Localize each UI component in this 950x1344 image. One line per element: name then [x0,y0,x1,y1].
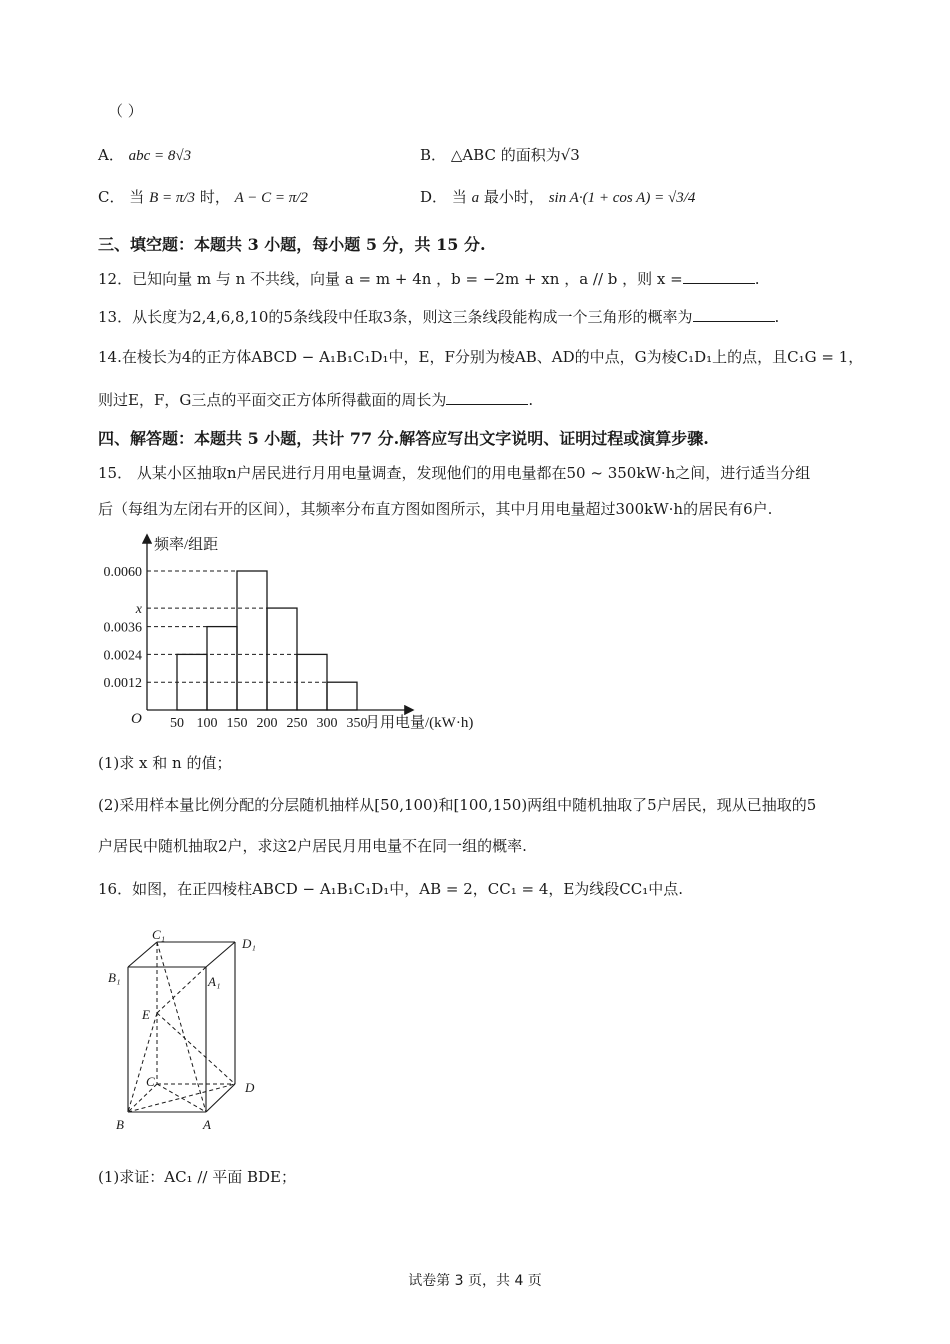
q12-text: 12．已知向量 m 与 n 不共线，向量 a = m + 4n ，b = −2m + xn ，a // b ，则 x = [98,270,683,288]
option-c-cond1: B = π/3 [149,190,196,206]
q14-line2-text: 则过E，F，G三点的平面交正方体所得截面的周长为 [98,391,447,409]
question-15-line1: 15． 从某小区抽取n户居民进行月用电量调查，发现他们的用电量都在50 ~ 350kW·h之间，进行适当分组 [98,464,811,482]
vertex-b-label: B [116,1117,124,1132]
x-tick-label: 100 [196,716,218,731]
q11-answer-paren: （ ） [108,102,143,120]
section-3-heading: 三、填空题：本题共 3 小题，每小题 5 分，共 15 分. [98,235,486,254]
option-c-label: C． [98,188,125,206]
x-tick-label: 50 [170,716,184,731]
q12-answer-blank [683,269,755,284]
y-tick-label: 0.0060 [103,565,142,580]
histogram-bar [207,627,237,710]
histogram-bar [267,608,297,710]
q11-option-b [420,144,580,165]
prism-figure [100,920,280,1140]
option-a-expr: abc = 8√3 [128,148,192,164]
q14-answer-blank [446,390,528,405]
y-tick-label: x [135,602,142,618]
q15-part-2-line1: (2)采用样本量比例分配的分层随机抽样从[50,100)和[100,150)两组中随机抽取了5户居民，现从已抽取的5 [98,796,817,814]
page-footer: 试卷第 3 页，共 4 页 [408,1273,542,1289]
option-d-expr: sin A·(1 + cos A) = √3/4 [548,190,696,206]
option-c-cond2: A − C = π/2 [234,190,308,206]
x-tick-label: 200 [256,716,278,731]
q15-part-1: (1)求 x 和 n 的值； [98,754,232,772]
q11-option-a [98,144,191,165]
x-tick-label: 150 [226,716,248,731]
y-axis-label: 频率/组距 [154,537,219,553]
q15-part-2-line2: 户居民中随机抽取2户，求这2户居民月用电量不在同一组的概率. [98,837,527,855]
y-tick-label: 0.0012 [103,676,142,692]
question-14-line1: 14.在棱长为4的正方体ABCD − A₁B₁C₁D₁中，E，F分别为棱AB、AD的中点，G为棱C₁D₁上的点，且C₁G = 1， [98,348,864,366]
vertex-d-label: D [245,1080,255,1095]
question-14-line2: 则过E，F，G三点的平面交正方体所得截面的周长为 . [98,391,534,409]
vertex-b1-label: B₁ [108,970,121,985]
vertex-a1-label: A₁ [208,974,221,989]
vertex-c1-label: C₁ [152,927,166,942]
y-tick-label: 0.0024 [103,648,142,664]
y-tick-label: 0.0036 [103,620,142,636]
histogram-bar [237,571,267,710]
x-tick-label: 350 [346,716,368,731]
prism-solid-edges [128,942,235,1112]
option-d-mid: 最小时， [483,188,544,206]
section-4-heading: 四、解答题：本题共 5 小题，共计 77 分.解答应写出文字说明、证明过程或演算步骤. [98,429,709,448]
option-a-label: A． [98,146,124,164]
x-tick-labels [170,716,368,731]
vertex-a-label: A [203,1117,211,1132]
q11-option-c [98,186,308,207]
option-c-mid: 时， [199,188,230,206]
vertex-c-label: C [146,1074,155,1089]
option-d-label: D． [420,188,448,206]
option-b-label: B． [420,146,447,164]
option-b-text: △ABC 的面积为√3 [450,146,580,164]
vertex-e-label: E [142,1007,150,1022]
question-16: 16．如图，在正四棱柱ABCD − A₁B₁C₁D₁中，AB = 2，CC₁ = 4，E为线段CC₁中点. [98,880,684,898]
option-d-var: a [471,190,480,206]
option-d-prefix: 当 [451,188,467,206]
origin-label: O [131,711,142,727]
vertex-d1-label: D₁ [242,936,256,951]
q11-option-d [420,186,695,207]
chart-bars [177,571,357,710]
frequency-histogram [90,530,520,740]
histogram-bar [327,682,357,710]
x-tick-label: 250 [286,716,308,731]
q13-text: 13．从长度为2,4,6,8,10的5条线段中任取3条，则这三条线段能构成一个三角形的概率为 [98,308,693,326]
question-12: 12．已知向量 m 与 n 不共线，向量 a = m + 4n ，b = −2m + xn ，a // b ，则 x = . [98,270,760,288]
question-15-line2: 后（每组为左闭右开的区间），其频率分布直方图如图所示，其中月用电量超过300kW·h的居民有6户. [98,500,773,518]
option-c-prefix: 当 [129,188,145,206]
question-13: 13．从长度为2,4,6,8,10的5条线段中任取3条，则这三条线段能构成一个三角形的概率为 . [98,308,780,326]
x-tick-label: 300 [316,716,338,731]
y-tick-labels [104,565,143,691]
q13-answer-blank [693,307,775,322]
x-axis-label: 月用电量/(kW·h) [365,715,474,731]
q16-part-1: (1)求证：AC₁ // 平面 BDE； [98,1168,296,1186]
